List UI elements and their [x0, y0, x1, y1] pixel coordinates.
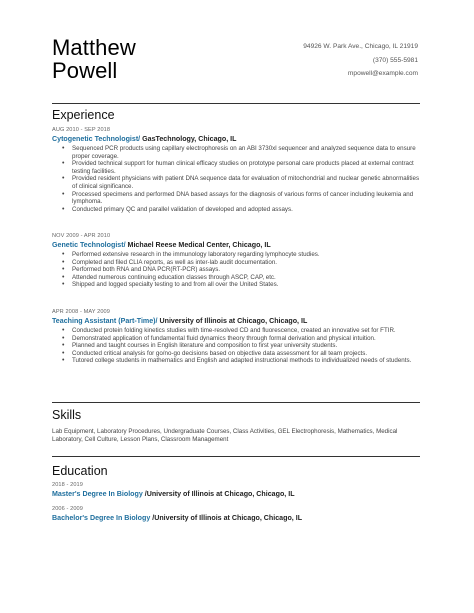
experience-heading: Experience — [52, 108, 115, 122]
job-bullets — [52, 145, 422, 213]
phone: (370) 555-5981 — [372, 56, 418, 64]
education-dates: 2018 - 2019 — [52, 482, 83, 488]
job-org: University of Illinois at Chicago, Chicago, IL — [157, 317, 308, 325]
education-heading: Education — [52, 464, 108, 478]
education-role — [52, 513, 422, 523]
candidate-name — [52, 36, 136, 82]
job-bullets — [52, 327, 422, 365]
job-entry — [52, 308, 422, 365]
job-bullets — [52, 251, 422, 289]
job-org: Michael Reese Medical Center, Chicago, IL — [125, 241, 271, 249]
skills-list: Lab Equipment, Laboratory Procedures, Undergraduate Courses, Class Activities, GEL Electrophoresis, Mathematics, Medical Laboratory, Cell Culture, Lesson Plans, Classroom Management — [52, 428, 398, 444]
job-title: Genetic Technologist/ — [52, 241, 126, 249]
job-title: Cytogenetic Technologist/ — [52, 135, 141, 143]
list-item: • Tutored college students in mathematics and English and adapted instructional methods to individualized needs of students. — [62, 357, 422, 365]
education-entry — [52, 481, 422, 499]
list-item: • Performed both RNA and DNA PCR(RT-PCR) assays. — [62, 266, 422, 274]
education-divider — [52, 456, 420, 457]
job-role — [52, 134, 422, 144]
job-title: Teaching Assistant (Part-Time)/ — [52, 317, 158, 325]
job-entry — [52, 232, 422, 289]
skills-divider — [52, 402, 420, 403]
job-org: GasTechnology, Chicago, IL — [140, 135, 237, 143]
job-dates: APR 2008 - MAY 2009 — [52, 309, 110, 315]
school: /University of Illinois at Chicago, Chicago, IL — [142, 490, 295, 498]
list-item: • Completed and filed CLIA reports, as well as inter-lab audit documentation. — [62, 259, 422, 267]
experience-divider — [52, 103, 420, 104]
list-item: • Planned and taught courses in English literature and composition to first year university students. — [62, 342, 422, 350]
list-item: • Performed extensive research in the immunology laboratory regarding lymphocyte studies. — [62, 251, 422, 259]
last-name: Powell — [52, 58, 118, 83]
degree: Bachelor's Degree In Biology — [52, 514, 151, 522]
list-item: • Sequenced PCR products using capillary electrophoresis on an ABI 3730xl sequencer and analyzed sequence data to ensure proper coverage. — [62, 145, 422, 160]
skills-heading: Skills — [52, 408, 82, 422]
education-entry — [52, 505, 422, 523]
job-role — [52, 316, 422, 326]
first-name: Matthew — [52, 35, 136, 60]
list-item: • Conducted critical analysis for go/no-go decisions based on objective data assessment for all team projects. — [62, 350, 422, 358]
list-item: • Provided resident physicians with patient DNA sequence data for evaluation of mitochondrial and nuclear genetic abnormalities of clinical significance. — [62, 175, 422, 190]
list-item: • Conducted primary QC and parallel validation of developed and adopted assays. — [62, 206, 422, 214]
list-item: • Shipped and logged specialty testing to and from all over the United States. — [62, 281, 422, 289]
list-item: • Conducted protein folding kinetics studies with time-resolved CD and fluorescence, created an innovative set for FTIR. — [62, 327, 422, 335]
education-role — [52, 489, 422, 499]
list-item: • Attended numerous continuing education classes through ASCP, CAP, etc. — [62, 274, 422, 282]
job-dates: AUG 2010 - SEP 2018 — [52, 127, 111, 133]
list-item: • Processed specimens and performed DNA based assays for the diagnosis of various forms of cancer including leukemia and lymphoma. — [62, 191, 422, 206]
list-item: • Provided technical support for human clinical efficacy studies on prototype personal care products placed at external contract testing facilities. — [62, 160, 422, 175]
job-role — [52, 240, 422, 250]
contact-info — [303, 40, 418, 81]
email: mpowell@example.com — [347, 70, 418, 77]
list-item: • Demonstrated application of fundamental fluid dynamics theory through formal derivation and physical intuition. — [62, 335, 422, 343]
job-dates: NOV 2009 - APR 2010 — [52, 233, 111, 239]
address: 94926 W. Park Ave., Chicago, IL 21919 — [303, 43, 418, 50]
degree: Master's Degree In Biology — [52, 490, 143, 498]
job-entry — [52, 126, 422, 213]
school: /University of Illinois at Chicago, Chicago, IL — [150, 514, 303, 522]
education-dates: 2006 - 2009 — [52, 506, 83, 512]
